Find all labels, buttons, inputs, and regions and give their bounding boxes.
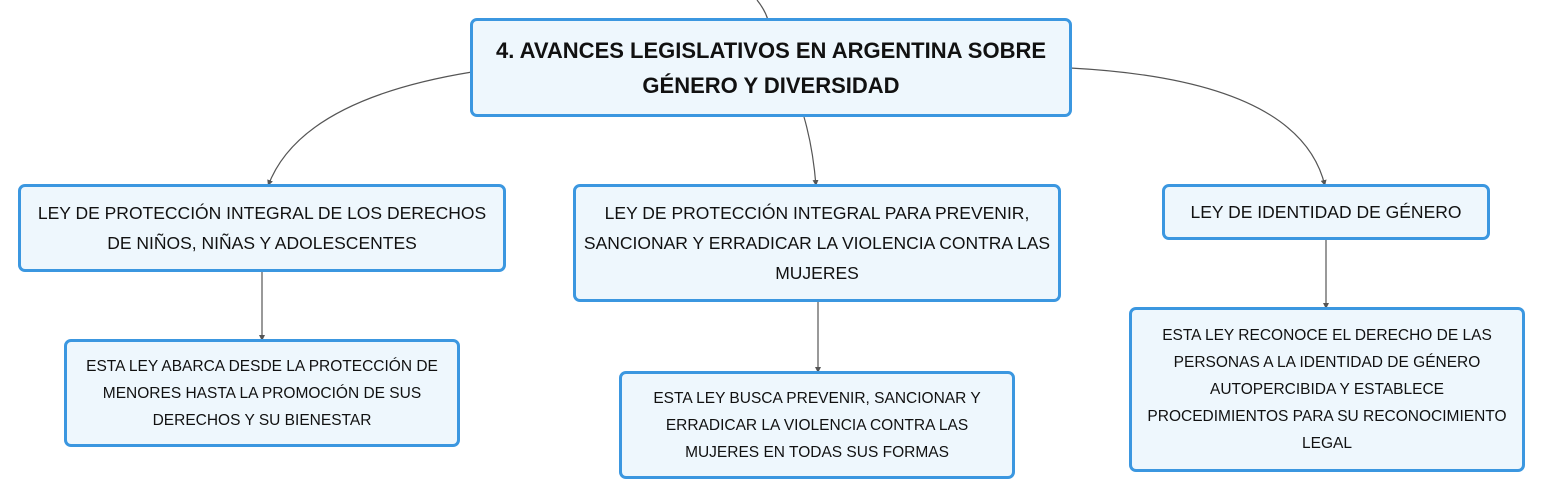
law-label: LEY DE PROTECCIÓN INTEGRAL DE LOS DERECHOS DE NIÑOS, NIÑAS Y ADOLESCENTES <box>37 203 487 253</box>
law-label: LEY DE IDENTIDAD DE GÉNERO <box>1190 202 1462 222</box>
connector-central-to-ley1 <box>268 72 472 186</box>
parent-connector <box>757 0 768 20</box>
law-node-identidad-genero[interactable] <box>1162 184 1490 240</box>
description-label: ESTA LEY RECONOCE EL DERECHO DE LAS PERSONAS A LA IDENTIDAD DE GÉNERO AUTOPERCIBIDA Y ESTABLECE PROCEDIMIENTOS PARA SU RECONOCIMIENTO LEGAL <box>1147 327 1507 452</box>
connector-central-to-ley2 <box>804 117 816 186</box>
description-node-violencia-mujeres[interactable] <box>619 371 1015 479</box>
central-topic-node[interactable] <box>470 18 1072 117</box>
law-label: LEY DE PROTECCIÓN INTEGRAL PARA PREVENIR, SANCIONAR Y ERRADICAR LA VIOLENCIA CONTRA LAS MUJERES <box>583 203 1051 283</box>
description-label: ESTA LEY ABARCA DESDE LA PROTECCIÓN DE MENORES HASTA LA PROMOCIÓN DE SUS DERECHOS Y SU BIENESTAR <box>86 357 438 429</box>
description-node-ninos[interactable] <box>64 339 460 447</box>
description-label: ESTA LEY BUSCA PREVENIR, SANCIONAR Y ERRADICAR LA VIOLENCIA CONTRA LAS MUJERES EN TODAS SUS FORMAS <box>653 389 981 461</box>
law-node-ninos[interactable] <box>18 184 506 272</box>
connector-central-to-ley3 <box>1070 68 1325 186</box>
law-node-violencia-mujeres[interactable] <box>573 184 1061 302</box>
description-node-identidad-genero[interactable] <box>1129 307 1525 472</box>
central-topic-label: 4. AVANCES LEGISLATIVOS EN ARGENTINA SOBRE GÉNERO Y DIVERSIDAD <box>495 37 1047 98</box>
